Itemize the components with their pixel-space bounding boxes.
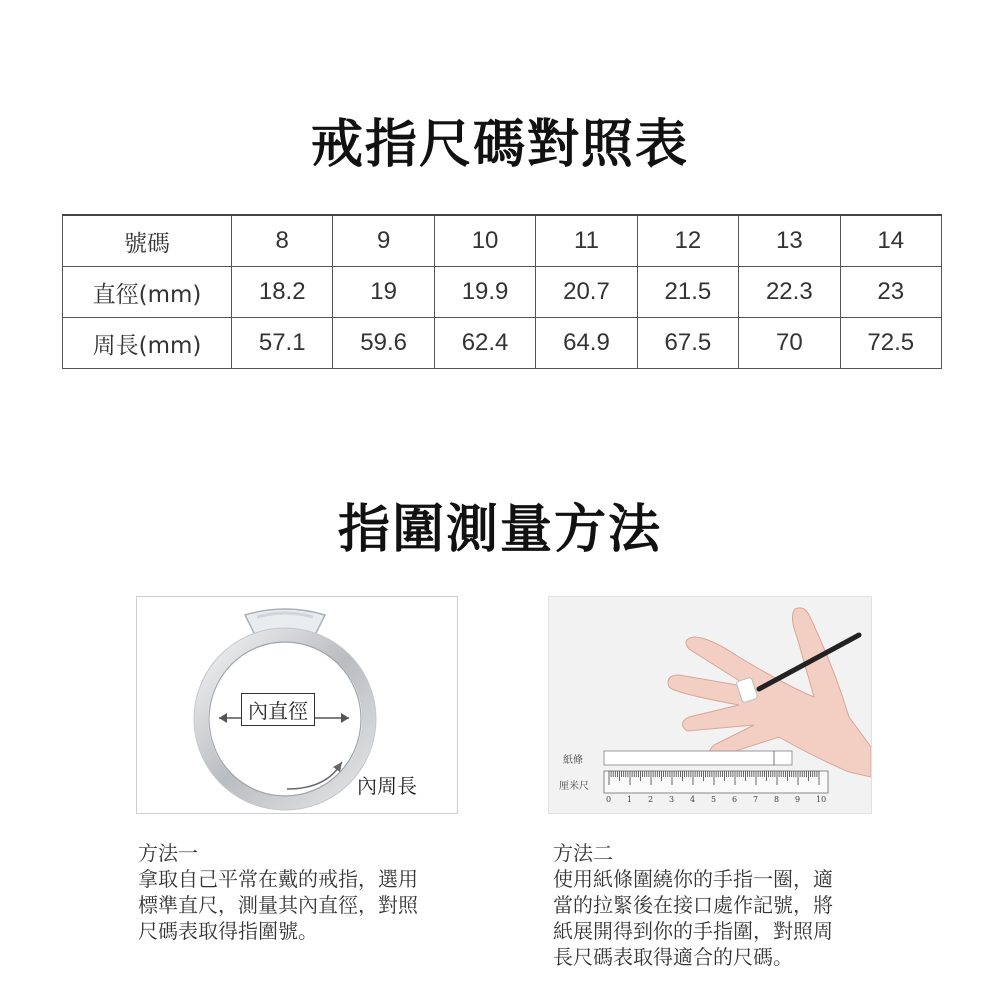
ruler-number: 6: [732, 795, 738, 804]
size-chart-table: [62, 214, 942, 369]
table-cell: 8: [232, 215, 333, 267]
method-one-heading: 方法一: [138, 841, 198, 865]
paper-strip-label: 紙條: [563, 755, 583, 766]
table-cell: 19: [333, 267, 434, 318]
method-two-line: 紙展開得到你的手指圍，對照周: [553, 919, 833, 943]
table-cell: 57.1: [232, 318, 333, 369]
ruler-number: 1: [627, 795, 633, 804]
table-cell: 11: [536, 215, 637, 267]
inner-diameter-label: 內直徑: [241, 693, 315, 726]
measure-method-title: 指圍測量方法: [337, 500, 662, 560]
method-one: [138, 840, 468, 944]
row-header: 周長(mm): [63, 318, 232, 369]
ruler-number: 5: [711, 795, 717, 804]
table-row: [63, 267, 942, 318]
table-cell: 13: [739, 215, 840, 267]
method-two: [553, 840, 883, 970]
table-row: [63, 215, 942, 267]
table-cell: 64.9: [536, 318, 637, 369]
ruler-number: 2: [648, 795, 654, 804]
table-cell: 67.5: [637, 318, 738, 369]
table-cell: 62.4: [434, 318, 535, 369]
table-cell: 21.5: [637, 267, 738, 318]
ruler-number: 4: [690, 795, 696, 804]
method-two-line: 使用紙條圍繞你的手指一圈，適: [553, 867, 833, 891]
ring-illustration: [136, 596, 458, 814]
ruler-number: 10: [816, 795, 827, 804]
size-chart-title: 戒指尺碼對照表: [310, 115, 689, 175]
table-cell: 59.6: [333, 318, 434, 369]
table-cell: 9: [333, 215, 434, 267]
row-header: 號碼: [63, 215, 232, 267]
table-cell: 20.7: [536, 267, 637, 318]
ruler-number: 7: [753, 795, 759, 804]
method-one-line: 拿取自己平常在戴的戒指，選用: [138, 867, 418, 891]
ruler-number: 3: [669, 795, 675, 804]
row-header: 直徑(mm): [63, 267, 232, 318]
table-cell: 72.5: [840, 318, 941, 369]
table-cell: 10: [434, 215, 535, 267]
method-two-line: 長尺碼表取得適合的尺碼。: [553, 945, 793, 969]
table-cell: 12: [637, 215, 738, 267]
hand-icon: [549, 597, 871, 813]
ruler-label: 厘米尺: [559, 781, 589, 792]
ruler-number: 0: [606, 795, 612, 804]
table-cell: 14: [840, 215, 941, 267]
method-one-line: 尺碼表取得指圍號。: [138, 919, 318, 943]
method-two-heading: 方法二: [553, 841, 613, 865]
table-cell: 70: [739, 318, 840, 369]
hand-measure-illustration: [548, 596, 872, 814]
table-cell: 23: [840, 267, 941, 318]
method-one-line: 標準直尺，測量其內直徑，對照: [138, 893, 418, 917]
ruler-number: 9: [795, 795, 801, 804]
table-row: [63, 318, 942, 369]
table-cell: 19.9: [434, 267, 535, 318]
table-cell: 22.3: [739, 267, 840, 318]
table-cell: 18.2: [232, 267, 333, 318]
inner-circumference-label: 內周長: [357, 774, 417, 798]
ruler-number: 8: [774, 795, 780, 804]
method-two-line: 當的拉緊後在接口處作記號，將: [553, 893, 833, 917]
